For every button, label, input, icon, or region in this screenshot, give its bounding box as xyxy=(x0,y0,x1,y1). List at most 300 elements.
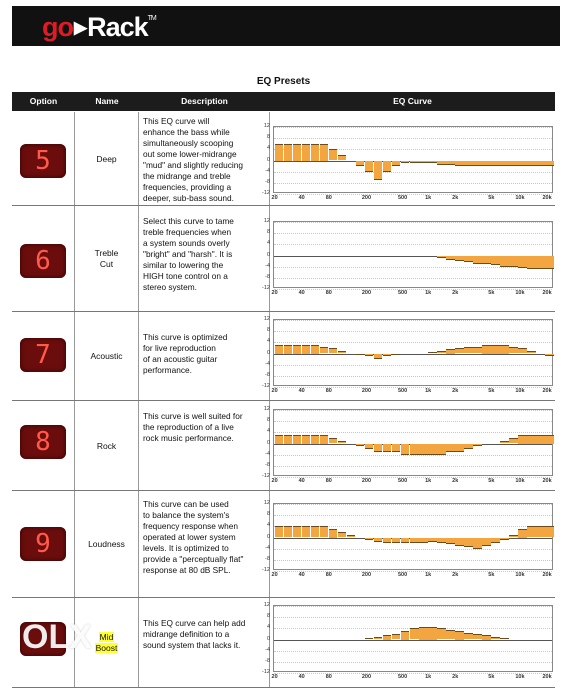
eq-band-bar xyxy=(401,631,410,639)
description-line: to balance the system's xyxy=(143,510,230,520)
y-tick-label: -4 xyxy=(265,544,270,551)
eq-chart xyxy=(273,221,553,288)
preset-description xyxy=(143,618,266,651)
y-tick-label: 12 xyxy=(263,406,270,412)
eq-band-bar xyxy=(320,435,329,443)
description-line: Select this curve to tame xyxy=(143,216,234,226)
description-line: operated at lower system xyxy=(143,532,236,542)
x-tick-label: 80 xyxy=(325,290,332,296)
eq-band-bar xyxy=(293,345,302,353)
eq-band-bar xyxy=(365,354,374,357)
eq-band-bar xyxy=(500,161,509,167)
eq-band-bar xyxy=(545,526,554,537)
grid-line xyxy=(274,342,552,343)
y-tick-label: -12 xyxy=(262,383,270,389)
grid-line xyxy=(274,376,552,377)
x-tick-label: 40 xyxy=(298,478,305,484)
x-tick-label: 5k xyxy=(488,388,495,394)
eq-band-bar xyxy=(311,345,320,353)
eq-band-bar xyxy=(392,538,401,544)
eq-band-bar xyxy=(545,435,554,443)
eq-band-bar xyxy=(491,637,500,640)
y-tick-label: 4 xyxy=(266,338,270,345)
eq-band-bar xyxy=(392,161,401,167)
grid-line xyxy=(274,127,552,128)
x-tick-label: 20k xyxy=(542,572,552,578)
x-tick-label: 200 xyxy=(361,290,372,296)
preset-name-line: Cut xyxy=(99,259,114,269)
eq-band-bar xyxy=(491,161,500,167)
eq-band-bar xyxy=(320,144,329,161)
led-display: 6 xyxy=(20,244,66,278)
x-tick-label: 20 xyxy=(271,195,278,201)
grid-line xyxy=(274,354,552,355)
option-cell xyxy=(12,112,75,205)
eq-band-bar xyxy=(446,538,455,545)
x-tick-label: 1k xyxy=(425,290,432,296)
eq-band-bar xyxy=(518,348,527,354)
x-tick-label: 5k xyxy=(488,478,495,484)
name-cell xyxy=(75,401,139,490)
description-cell xyxy=(139,598,270,687)
eq-band-bar xyxy=(311,435,320,443)
eq-band-bar xyxy=(437,628,446,639)
x-tick-label: 200 xyxy=(361,195,372,201)
grid-line xyxy=(274,421,552,422)
description-line: "mud" and slightly reducing xyxy=(143,160,243,170)
description-line: sound system that lacks it. xyxy=(143,640,241,650)
y-tick-label: 4 xyxy=(266,240,270,247)
description-line: frequencies, providing a xyxy=(143,182,232,192)
x-tick-label: 40 xyxy=(298,572,305,578)
eq-band-bar xyxy=(284,345,293,353)
description-line: of an acoustic guitar xyxy=(143,354,218,364)
eq-band-bar xyxy=(446,630,455,640)
grid-line xyxy=(274,560,552,561)
x-tick-label: 2k xyxy=(452,388,459,394)
eq-band-bar xyxy=(329,348,338,354)
description-line: treble frequencies when xyxy=(143,227,232,237)
grid-line xyxy=(274,138,552,139)
description-line: HIGH tone control on a xyxy=(143,271,228,281)
table-header xyxy=(12,92,555,111)
preset-name xyxy=(75,248,138,270)
name-cell xyxy=(75,112,139,205)
x-tick-label: 500 xyxy=(397,388,408,394)
x-tick-label: 5k xyxy=(488,572,495,578)
preset-description xyxy=(143,332,266,376)
eq-band-bar xyxy=(455,631,464,639)
y-tick-label: -8 xyxy=(265,273,270,280)
eq-band-bar xyxy=(329,149,338,160)
eq-band-bar xyxy=(482,256,491,264)
eq-band-bar xyxy=(536,435,545,443)
grid-line xyxy=(274,640,552,641)
preset-name xyxy=(75,154,138,165)
eq-band-bar xyxy=(356,161,365,167)
eq-band-bar xyxy=(356,354,365,355)
description-line: provide a "perceptually flat" xyxy=(143,554,244,564)
x-tick-label: 2k xyxy=(452,195,459,201)
eq-band-bar xyxy=(320,526,329,537)
x-tick-label: 20 xyxy=(271,674,278,680)
description-line: "bright" and "harsh". It is xyxy=(143,249,233,259)
eq-band-bar xyxy=(437,538,446,544)
grid-line xyxy=(274,432,552,433)
eq-band-bar xyxy=(365,638,374,639)
eq-band-bar xyxy=(410,538,419,544)
x-tick-label: 2k xyxy=(452,478,459,484)
x-tick-label: 80 xyxy=(325,572,332,578)
name-cell xyxy=(75,491,139,597)
eq-band-bar xyxy=(338,155,347,161)
header-banner xyxy=(12,6,560,46)
y-tick-label: 4 xyxy=(266,428,270,435)
description-line: simultaneously scooping xyxy=(143,138,234,148)
eq-band-bar xyxy=(491,538,500,544)
y-tick-label: 4 xyxy=(266,624,270,631)
x-tick-label: 20 xyxy=(271,572,278,578)
eq-band-bar xyxy=(437,444,446,455)
y-tick-label: 8 xyxy=(266,511,270,518)
grid-line xyxy=(274,289,552,290)
eq-band-bar xyxy=(455,348,464,354)
eq-band-bar xyxy=(482,161,491,167)
eq-band-bar xyxy=(374,538,383,542)
x-tick-label: 20k xyxy=(542,195,552,201)
eq-band-bar xyxy=(455,161,464,167)
eq-band-bar xyxy=(527,256,536,270)
x-tick-label: 20k xyxy=(542,478,552,484)
eq-band-bar xyxy=(428,161,437,164)
eq-band-bar xyxy=(536,256,545,270)
eq-band-bar xyxy=(338,532,347,538)
eq-band-bar xyxy=(383,444,392,452)
description-line: performance. xyxy=(143,365,192,375)
x-tick-label: 40 xyxy=(298,195,305,201)
eq-band-bar xyxy=(518,435,527,443)
grid-line xyxy=(274,477,552,478)
eq-band-bar xyxy=(275,435,284,443)
eq-chart xyxy=(273,319,553,386)
grid-line xyxy=(274,365,552,366)
x-tick-label: 500 xyxy=(397,478,408,484)
option-cell xyxy=(12,491,75,597)
x-tick-label: 5k xyxy=(488,195,495,201)
header-description: Description xyxy=(181,96,228,106)
y-tick-label: -12 xyxy=(262,473,270,479)
x-tick-label: 10k xyxy=(515,572,525,578)
y-tick-label: 0 xyxy=(266,349,270,356)
eq-band-bar xyxy=(473,347,482,354)
x-tick-label: 80 xyxy=(325,674,332,680)
x-tick-label: 500 xyxy=(397,195,408,201)
eq-band-bar xyxy=(500,441,509,444)
grid-line xyxy=(274,244,552,245)
eq-band-bar xyxy=(311,526,320,537)
eq-band-bar xyxy=(500,256,509,267)
eq-band-bar xyxy=(428,444,437,455)
eq-band-bar xyxy=(464,538,473,548)
eq-band-bar xyxy=(446,444,455,452)
eq-band-bar xyxy=(410,444,419,455)
name-cell xyxy=(75,206,139,311)
eq-band-bar xyxy=(428,538,437,542)
eq-band-bar xyxy=(527,161,536,167)
x-tick-label: 500 xyxy=(397,572,408,578)
preset-description xyxy=(143,116,266,204)
preset-name xyxy=(75,351,138,362)
eq-band-bar xyxy=(410,628,419,639)
eq-band-bar xyxy=(473,256,482,264)
led-display: 8 xyxy=(20,425,66,459)
y-tick-label: -4 xyxy=(265,450,270,457)
eq-band-bar xyxy=(428,352,437,353)
eq-band-bar xyxy=(455,256,464,262)
eq-band-bar xyxy=(464,161,473,167)
eq-band-bar xyxy=(302,526,311,537)
led-display: 9 xyxy=(20,527,66,561)
eq-band-bar xyxy=(527,435,536,443)
x-tick-label: 500 xyxy=(397,290,408,296)
grid-line xyxy=(274,320,552,321)
x-tick-label: 1k xyxy=(425,388,432,394)
description-line: the midrange and treble xyxy=(143,171,231,181)
preset-name-line: Deep xyxy=(96,153,117,164)
y-tick-label: -8 xyxy=(265,657,270,664)
eq-chart xyxy=(273,503,553,570)
grid-line xyxy=(274,515,552,516)
header-option: Option xyxy=(29,96,58,106)
grid-line xyxy=(274,617,552,618)
description-line: deeper, sub-bass sound. xyxy=(143,193,234,203)
y-tick-label: 12 xyxy=(263,218,270,224)
led-display: 7 xyxy=(20,338,66,372)
grid-line xyxy=(274,571,552,572)
preset-name-line: Boost xyxy=(95,643,118,653)
eq-band-bar xyxy=(338,351,347,354)
eq-band-bar xyxy=(518,529,527,537)
eq-band-bar xyxy=(347,535,356,538)
preset-name xyxy=(75,441,138,452)
description-line: a system sounds overly xyxy=(143,238,230,248)
grid-line xyxy=(274,172,552,173)
eq-band-bar xyxy=(518,256,527,269)
y-tick-label: 12 xyxy=(263,602,270,608)
x-tick-label: 80 xyxy=(325,195,332,201)
eq-band-bar xyxy=(509,161,518,167)
description-line: enhance the bass while xyxy=(143,127,230,137)
eq-band-bar xyxy=(293,144,302,161)
grid-line xyxy=(274,410,552,411)
preset-description xyxy=(143,216,266,293)
eq-band-bar xyxy=(383,161,392,172)
y-tick-label: -12 xyxy=(262,285,270,291)
preset-name-line: Rock xyxy=(96,440,117,451)
eq-band-bar xyxy=(482,635,491,639)
description-cell xyxy=(139,206,270,311)
x-tick-label: 20 xyxy=(271,388,278,394)
eq-band-bar xyxy=(410,161,419,164)
eq-band-bar xyxy=(446,161,455,165)
name-cell xyxy=(75,312,139,400)
eq-chart xyxy=(273,605,553,672)
x-tick-label: 80 xyxy=(325,478,332,484)
y-tick-label: 8 xyxy=(266,327,270,334)
eq-band-bar xyxy=(338,441,347,444)
eq-band-bar xyxy=(374,444,383,452)
eq-band-bar xyxy=(446,349,455,353)
eq-band-bar xyxy=(437,256,446,259)
eq-band-bar xyxy=(509,347,518,354)
x-tick-label: 10k xyxy=(515,674,525,680)
grid-line xyxy=(274,651,552,652)
y-tick-label: -12 xyxy=(262,567,270,573)
x-tick-label: 10k xyxy=(515,290,525,296)
x-tick-label: 40 xyxy=(298,290,305,296)
eq-band-bar xyxy=(392,634,401,640)
option-cell xyxy=(12,206,75,311)
grid-line xyxy=(274,606,552,607)
eq-band-bar xyxy=(275,144,284,161)
grid-line xyxy=(274,455,552,456)
eq-band-bar xyxy=(293,435,302,443)
eq-band-bar xyxy=(329,438,338,444)
eq-band-bar xyxy=(500,638,509,639)
x-tick-label: 2k xyxy=(452,290,459,296)
eq-band-bar xyxy=(401,538,410,544)
description-line: response at 80 dB SPL. xyxy=(143,565,231,575)
eq-band-bar xyxy=(455,444,464,452)
x-tick-label: 500 xyxy=(397,674,408,680)
eq-band-bar xyxy=(320,347,329,354)
grid-line xyxy=(274,466,552,467)
led-display: 5 xyxy=(20,144,66,178)
y-tick-label: -8 xyxy=(265,371,270,378)
eq-chart xyxy=(273,409,553,476)
eq-band-bar xyxy=(509,256,518,267)
eq-band-bar xyxy=(491,256,500,266)
x-tick-label: 10k xyxy=(515,195,525,201)
description-line: the reproduction of a live xyxy=(143,422,234,432)
y-tick-label: 12 xyxy=(263,123,270,129)
y-tick-label: -8 xyxy=(265,555,270,562)
eq-band-bar xyxy=(401,444,410,455)
eq-band-bar xyxy=(518,161,527,167)
grid-line xyxy=(274,267,552,268)
eq-band-bar xyxy=(419,161,428,164)
eq-band-bar xyxy=(473,538,482,549)
x-tick-label: 40 xyxy=(298,674,305,680)
eq-band-bar xyxy=(464,256,473,263)
eq-band-bar xyxy=(302,144,311,161)
y-tick-label: -12 xyxy=(262,669,270,675)
eq-band-bar xyxy=(284,144,293,161)
y-tick-label: 4 xyxy=(266,522,270,529)
eq-band-bar xyxy=(374,354,383,360)
eq-band-bar xyxy=(545,256,554,270)
eq-band-bar xyxy=(275,526,284,537)
grid-line xyxy=(274,673,552,674)
x-tick-label: 2k xyxy=(452,572,459,578)
eq-band-bar xyxy=(401,161,410,164)
option-cell xyxy=(12,312,75,400)
eq-band-bar xyxy=(365,538,374,541)
description-line: This EQ curve can help add xyxy=(143,618,246,628)
y-tick-label: -4 xyxy=(265,262,270,269)
eq-band-bar xyxy=(392,444,401,452)
eq-band-bar xyxy=(527,351,536,354)
eq-band-bar xyxy=(536,161,545,167)
eq-band-bar xyxy=(482,538,491,546)
preset-name-line: Treble xyxy=(94,248,119,258)
header-name: Name xyxy=(95,96,119,106)
eq-band-bar xyxy=(419,538,428,544)
x-tick-label: 200 xyxy=(361,478,372,484)
eq-band-bar xyxy=(491,345,500,353)
grid-line xyxy=(274,233,552,234)
eq-band-bar xyxy=(455,538,464,546)
x-tick-label: 40 xyxy=(298,388,305,394)
eq-band-bar xyxy=(365,161,374,172)
x-tick-label: 1k xyxy=(425,195,432,201)
y-tick-label: 12 xyxy=(263,316,270,322)
description-cell xyxy=(139,491,270,597)
preset-name xyxy=(75,539,138,550)
description-line: midrange definition to a xyxy=(143,629,230,639)
description-line: similar to lowering the xyxy=(143,260,224,270)
eq-band-bar xyxy=(419,444,428,455)
eq-band-bar xyxy=(275,345,284,353)
x-tick-label: 10k xyxy=(515,478,525,484)
description-line: rock music performance. xyxy=(143,433,234,443)
eq-band-bar xyxy=(365,444,374,450)
preset-description xyxy=(143,499,266,576)
eq-band-bar xyxy=(374,161,383,181)
x-tick-label: 1k xyxy=(425,674,432,680)
x-tick-label: 2k xyxy=(452,674,459,680)
description-line: for live reproduction xyxy=(143,343,216,353)
eq-band-bar xyxy=(284,526,293,537)
grid-line xyxy=(274,194,552,195)
y-tick-label: 8 xyxy=(266,229,270,236)
eq-band-bar xyxy=(545,354,554,357)
eq-band-bar xyxy=(302,435,311,443)
y-tick-label: -4 xyxy=(265,360,270,367)
description-cell xyxy=(139,401,270,490)
x-tick-label: 1k xyxy=(425,478,432,484)
eq-band-bar xyxy=(311,144,320,161)
eq-band-bar xyxy=(536,526,545,537)
gorack-logo: go▶Rack™ xyxy=(42,12,156,42)
option-cell xyxy=(12,401,75,490)
x-tick-label: 5k xyxy=(488,290,495,296)
eq-band-bar xyxy=(374,637,383,640)
x-tick-label: 20k xyxy=(542,388,552,394)
x-tick-label: 20k xyxy=(542,674,552,680)
description-line: levels. It is optimized to xyxy=(143,543,229,553)
description-line: This curve is optimized xyxy=(143,332,228,342)
y-tick-label: 0 xyxy=(266,251,270,258)
eq-band-bar xyxy=(356,444,365,447)
eq-band-bar xyxy=(500,345,509,353)
eq-band-bar xyxy=(428,627,437,640)
x-tick-label: 200 xyxy=(361,674,372,680)
description-line: out some lower-midrange xyxy=(143,149,237,159)
x-tick-label: 200 xyxy=(361,388,372,394)
eq-band-bar xyxy=(392,354,401,355)
preset-name-line: Acoustic xyxy=(90,351,123,361)
